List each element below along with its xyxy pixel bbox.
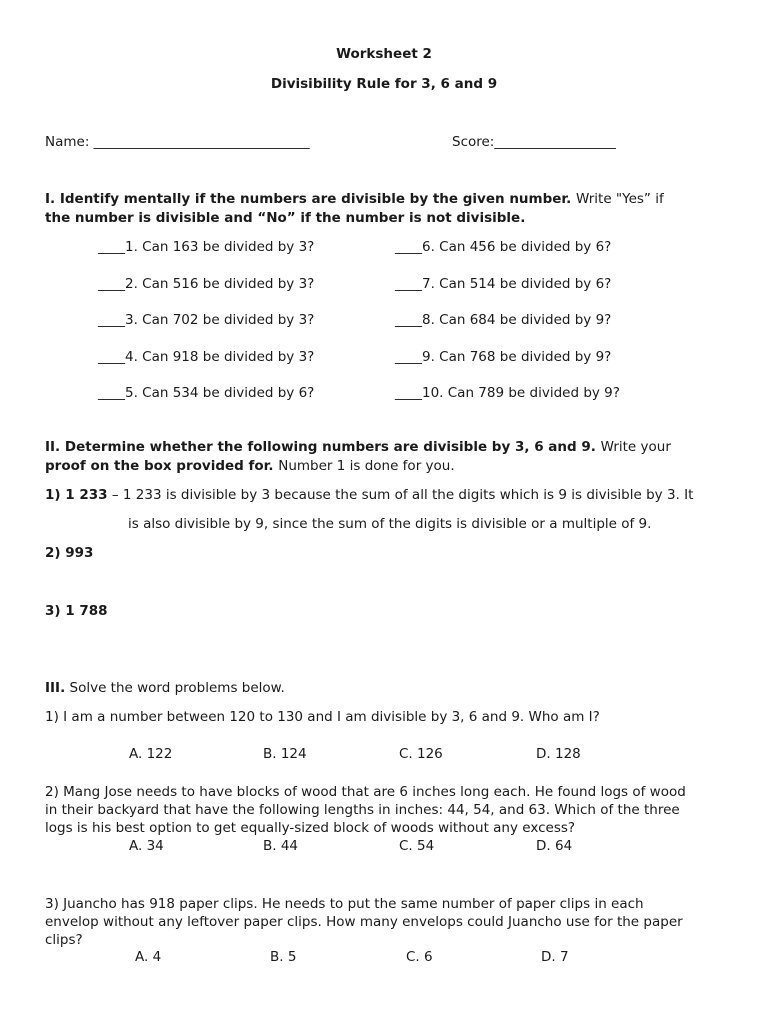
part2-item-1-text: – 1 233 is divisible by 3 because the sum of all the digits which is 9 is divisible by 3. It (107, 487, 694, 503)
part3-q3-choice-b[interactable]: B. 5 (270, 949, 297, 965)
part1-item-6: ____6. Can 456 be divided by 6? (395, 239, 612, 255)
part2-heading-line2 (45, 458, 455, 474)
part1-item-1: ____1. Can 163 be divided by 3? (98, 239, 315, 255)
part1-heading-bold1: I. Identify mentally if the numbers are divisible by the given number. (45, 191, 576, 207)
part3-q2-line1: 2) Mang Jose needs to have blocks of wood that are 6 inches long each. He found logs of wood (45, 784, 686, 800)
part3-q1-choice-d[interactable]: D. 128 (536, 746, 581, 762)
part2-item-1 (45, 487, 693, 503)
part3-heading-normal: Solve the word problems below. (65, 680, 285, 696)
part3-q3-choice-a[interactable]: A. 4 (135, 949, 162, 965)
part3-q1: 1) I am a number between 120 to 130 and I am divisible by 3, 6 and 9. Who am I? (45, 709, 600, 725)
name-field[interactable]: Name: ________________________________ (45, 134, 310, 150)
part3-q2-line2: in their backyard that have the following lengths in inches: 44, 54, and 63. Which of the three (45, 802, 680, 818)
part1-item-4: ____4. Can 918 be divided by 3? (98, 349, 315, 365)
part3-q2-choice-a[interactable]: A. 34 (129, 838, 164, 854)
part3-q1-choice-c[interactable]: C. 126 (399, 746, 443, 762)
part1-item-8: ____8. Can 684 be divided by 9? (395, 312, 612, 328)
part1-item-5: ____5. Can 534 be divided by 6? (98, 385, 315, 401)
part2-item-3-label: 3) 1 788 (45, 603, 108, 619)
part3-heading-bold: III. (45, 680, 66, 696)
part2-item-1-continuation: is also divisible by 9, since the sum of the digits is divisible or a multiple of 9. (128, 516, 652, 532)
part3-q2-choice-d[interactable]: D. 64 (536, 838, 573, 854)
part3-q2-line3: logs is his best option to get equally-sized block of woods without any excess? (45, 820, 576, 836)
part3-q3-line2: envelop without any leftover paper clips. How many envelops could Juancho use for the paper (45, 914, 683, 930)
part1-heading-line1 (45, 191, 664, 207)
part2-item-2-label: 2) 993 (45, 545, 94, 561)
part1-item-10: ____10. Can 789 be divided by 9? (395, 385, 620, 401)
part3-q1-choice-b[interactable]: B. 124 (263, 746, 307, 762)
part3-heading (45, 680, 285, 696)
part2-item-1-label: 1) 1 233 (45, 487, 108, 503)
part1-item-9: ____9. Can 768 be divided by 9? (395, 349, 612, 365)
part2-heading-bold2: proof on the box provided for. (45, 458, 279, 474)
part2-heading-normal1: Write your (600, 439, 671, 455)
part3-q2-choice-b[interactable]: B. 44 (263, 838, 299, 854)
part1-item-7: ____7. Can 514 be divided by 6? (395, 276, 612, 292)
part2-heading-normal2: Number 1 is done for you. (278, 458, 455, 474)
part1-heading-line2: the number is divisible and “No” if the number is not divisible. (45, 210, 526, 226)
part3-q3-line3: clips? (45, 932, 83, 948)
score-field[interactable]: Score:__________________ (452, 134, 616, 150)
part1-heading-normal1: Write "Yes” if (576, 191, 664, 207)
part2-heading-bold1: II. Determine whether the following numbers are divisible by 3, 6 and 9. (45, 439, 601, 455)
part3-q3-choice-c[interactable]: C. 6 (406, 949, 433, 965)
part3-q1-choice-a[interactable]: A. 122 (129, 746, 173, 762)
part3-q3-choice-d[interactable]: D. 7 (541, 949, 569, 965)
worksheet-title: Worksheet 2 (336, 46, 432, 62)
part3-q2-choice-c[interactable]: C. 54 (399, 838, 435, 854)
part1-item-3: ____3. Can 702 be divided by 3? (98, 312, 315, 328)
worksheet-subtitle: Divisibility Rule for 3, 6 and 9 (270, 76, 498, 92)
part1-item-2: ____2. Can 516 be divided by 3? (98, 276, 315, 292)
part2-heading-line1 (45, 439, 671, 455)
part3-q3-line1: 3) Juancho has 918 paper clips. He needs to put the same number of paper clips in each (45, 896, 644, 912)
